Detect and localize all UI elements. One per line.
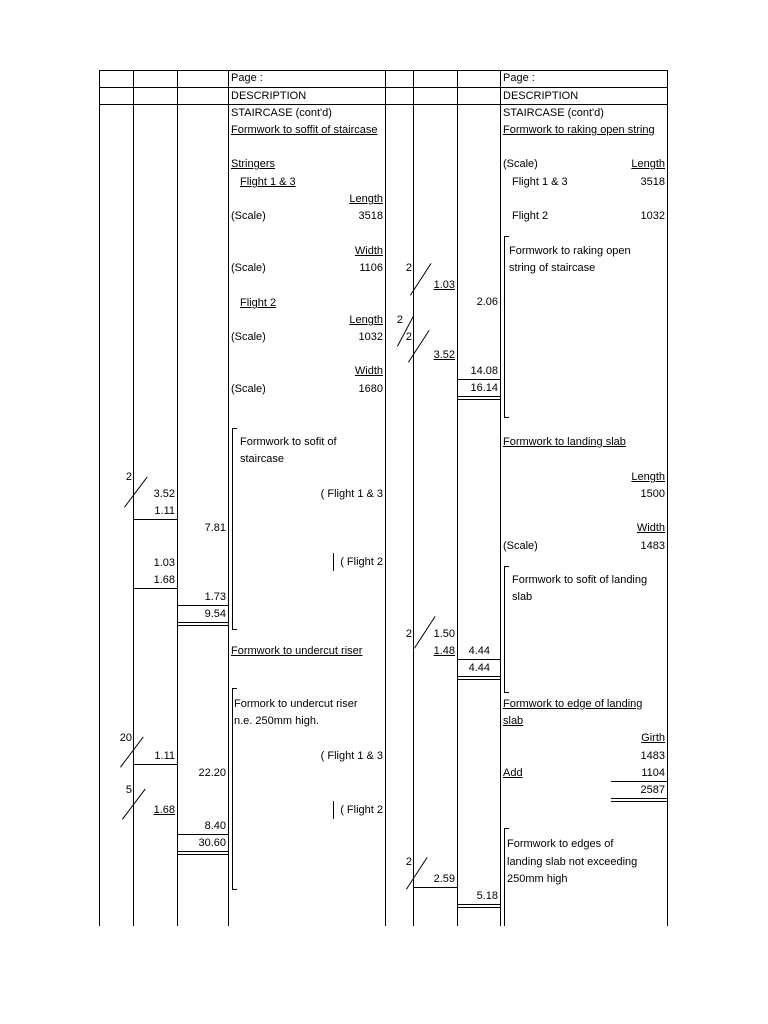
flight-2-reference: ( Flight 2 xyxy=(340,556,383,568)
timesing-2: 2 xyxy=(405,856,412,868)
quantity-8-40: 8.40 xyxy=(204,820,226,832)
flight-1-3-label: Flight 1 & 3 xyxy=(240,176,296,188)
page-label-right: Page : xyxy=(503,72,535,84)
value-1106: 1106 xyxy=(359,262,383,274)
flight-1-3-label: Flight 1 & 3 xyxy=(512,176,568,188)
bracket-line xyxy=(504,566,505,693)
total-16-14: 16.14 xyxy=(470,382,498,394)
total-rule xyxy=(178,605,228,606)
bracket-line xyxy=(504,236,505,418)
dimension-1-03: 1.03 xyxy=(153,557,175,569)
quantity-1-73: 1.73 xyxy=(204,591,226,603)
rule-top xyxy=(99,70,668,71)
scale-label: (Scale) xyxy=(503,540,538,552)
total-double-rule xyxy=(458,676,500,680)
bracket-line xyxy=(504,828,505,926)
page-label-left: Page : xyxy=(231,72,263,84)
col-border-4 xyxy=(228,70,229,926)
sum-rule xyxy=(611,781,667,782)
dimension-1-68: 1.68 xyxy=(153,804,175,816)
col-border-5 xyxy=(385,70,386,926)
value-1483: 1483 xyxy=(640,750,665,762)
total-double-rule xyxy=(178,851,228,855)
stringers-label: Stringers xyxy=(231,158,276,170)
sum-double-rule xyxy=(611,798,667,802)
dimension-rule xyxy=(134,588,177,589)
soffit-description-line1: Formwork to sofit of xyxy=(240,436,337,448)
timesing-2: 2 xyxy=(405,262,412,274)
bracket-tick xyxy=(232,688,237,689)
length-label: Length xyxy=(631,471,665,483)
col-border-9 xyxy=(667,70,668,926)
length-label: Length xyxy=(349,193,383,205)
col-border-3 xyxy=(177,70,178,926)
dimension-1-50: 1.50 xyxy=(433,628,455,640)
bracket-tick xyxy=(504,417,509,418)
timesing-2: 2 xyxy=(125,471,132,483)
col-border-8 xyxy=(500,70,501,926)
raking-description-line1: Formwork to raking open xyxy=(509,245,631,257)
timesing-5: 5 xyxy=(125,784,132,796)
add-label: Add xyxy=(503,767,523,779)
dimension-3-52: 3.52 xyxy=(433,349,455,361)
timesing-20: 20 xyxy=(119,732,132,744)
value-1032: 1032 xyxy=(640,210,665,222)
timesing-2: 2 xyxy=(396,314,403,326)
dimension-2-59: 2.59 xyxy=(433,873,455,885)
quantity-14-08: 14.08 xyxy=(470,365,498,377)
value-1680: 1680 xyxy=(358,383,383,395)
timesing-2: 2 xyxy=(405,628,412,640)
bracket-tick xyxy=(504,692,509,693)
scale-label: (Scale) xyxy=(231,210,266,222)
scale-label: (Scale) xyxy=(231,262,266,274)
dimension-3-52: 3.52 xyxy=(153,488,175,500)
bracket-tick xyxy=(504,236,509,237)
description-header-left: DESCRIPTION xyxy=(231,90,307,102)
flight-1-3-reference: ( Flight 1 & 3 xyxy=(320,488,383,500)
heading-raking-open-string: Formwork to raking open string xyxy=(503,124,655,136)
total-double-rule xyxy=(458,904,500,908)
flight-2-label: Flight 2 xyxy=(512,210,549,222)
scale-label: (Scale) xyxy=(231,331,266,343)
dimension-1-11: 1.11 xyxy=(154,505,175,517)
total-rule xyxy=(458,659,500,660)
heading-soffit-staircase: Formwork to soffit of staircase xyxy=(231,124,378,136)
dimension-1-68: 1.68 xyxy=(153,574,175,586)
raking-description-line2: string of staircase xyxy=(509,262,596,274)
bracket-line xyxy=(232,688,233,890)
value-1032: 1032 xyxy=(358,331,383,343)
heading-landing-slab: Formwork to landing slab xyxy=(503,436,626,448)
landing-soffit-description-line1: Formwork to sofit of landing xyxy=(512,574,648,586)
width-label: Width xyxy=(354,365,383,377)
rule-header xyxy=(99,87,668,88)
quantity-5-18: 5.18 xyxy=(476,890,498,902)
rule-description xyxy=(99,104,668,105)
total-9-54: 9.54 xyxy=(204,608,226,620)
value-3518: 3518 xyxy=(358,210,383,222)
dimension-rule xyxy=(134,519,177,520)
edges-description-line2: landing slab not exceeding xyxy=(507,856,638,868)
bracket-line xyxy=(232,428,233,630)
total-rule xyxy=(458,379,500,380)
bracket-tick xyxy=(232,629,237,630)
section-title-left: STAIRCASE (cont'd) xyxy=(231,107,332,119)
dimension-1-11: 1.11 xyxy=(154,750,175,762)
heading-edge-landing-line1: Formwork to edge of landing xyxy=(503,698,643,710)
undercut-description-line2: n.e. 250mm high. xyxy=(234,715,319,727)
dimension-rule xyxy=(134,764,177,765)
total-30-60: 30.60 xyxy=(198,837,226,849)
scale-label: (Scale) xyxy=(231,383,266,395)
bracket-tick xyxy=(232,889,237,890)
edges-description-line3: 250mm high xyxy=(507,873,568,885)
value-1104: 1104 xyxy=(641,767,665,779)
edges-description-line1: Formwork to edges of xyxy=(507,838,614,850)
quantity-22-20: 22.20 xyxy=(198,767,226,779)
col-border-1 xyxy=(99,70,100,926)
landing-soffit-description-line2: slab xyxy=(512,591,533,603)
undercut-description-line1: Formork to undercut riser xyxy=(234,698,358,710)
col-border-7 xyxy=(457,70,458,926)
total-rule xyxy=(178,834,228,835)
bracket-tick xyxy=(504,828,509,829)
dimension-1-48: 1.48 xyxy=(433,645,455,657)
description-header-right: DESCRIPTION xyxy=(503,90,579,102)
flight-1-3-reference: ( Flight 1 & 3 xyxy=(320,750,383,762)
length-label: Length xyxy=(631,158,665,170)
value-1500: 1500 xyxy=(640,488,665,500)
flight-2-label: Flight 2 xyxy=(240,297,277,309)
quantity-4-44: 4.44 xyxy=(468,645,490,657)
bracket-tick xyxy=(504,566,509,567)
total-double-rule xyxy=(458,396,500,400)
section-title-right: STAIRCASE (cont'd) xyxy=(503,107,604,119)
value-1483: 1483 xyxy=(640,540,665,552)
total-double-rule xyxy=(178,622,228,626)
length-label: Length xyxy=(349,314,383,326)
quantity-7-81: 7.81 xyxy=(204,522,226,534)
scale-label: (Scale) xyxy=(503,158,538,170)
dimension-1-03: 1.03 xyxy=(433,279,455,291)
value-2587: 2587 xyxy=(640,784,665,796)
width-label: Width xyxy=(636,522,665,534)
col-border-6 xyxy=(413,70,414,926)
heading-undercut-riser: Formwork to undercut riser xyxy=(231,645,363,657)
total-4-44: 4.44 xyxy=(468,662,490,674)
flight-2-reference: ( Flight 2 xyxy=(340,804,383,816)
soffit-description-line2: staircase xyxy=(240,453,285,465)
width-label: Width xyxy=(354,245,383,257)
dimension-rule xyxy=(414,887,458,888)
bracket-tick xyxy=(232,428,237,429)
quantity-2-06: 2.06 xyxy=(476,296,498,308)
value-3518: 3518 xyxy=(640,176,665,188)
timesing-2: 2 xyxy=(405,331,412,343)
girth-label: Girth xyxy=(641,732,665,744)
heading-edge-landing-line2: slab xyxy=(503,715,524,727)
